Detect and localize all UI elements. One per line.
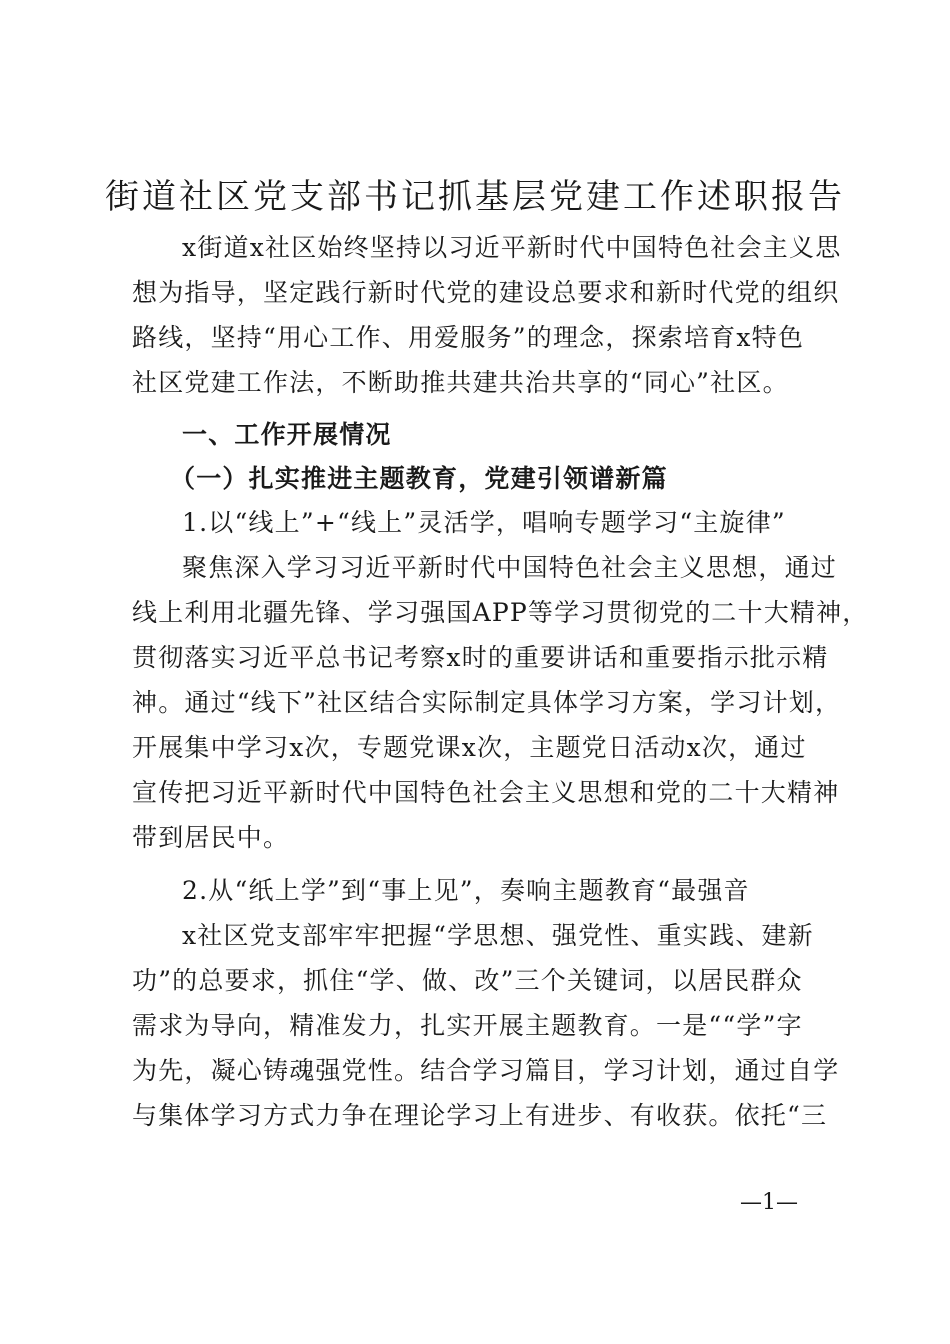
item2-line: 功”的总要求，抓住“学、做、改”三个关键词，以居民群众 bbox=[132, 966, 803, 995]
item1-line: 开展集中学习x次，专题党课x次，主题党日活动x次，通过 bbox=[132, 733, 807, 762]
item2-line: x社区党支部牢牢把握“学思想、强党性、重实践、建新 bbox=[182, 921, 814, 950]
item1-line: 神。通过“线下”社区结合实际制定具体学习方案，学习计划， bbox=[132, 688, 842, 717]
item-heading: 1.以“线上”+“线上”灵活学，唱响专题学习“主旋律” bbox=[182, 508, 786, 537]
item2-block bbox=[132, 868, 840, 1138]
item2-line: 与集体学习方式力争在理论学习上有进步、有收获。依托“三 bbox=[132, 1101, 828, 1130]
item2-line: 需求为导向，精准发力，扎实开展主题教育。一是““学”字 bbox=[132, 1011, 803, 1040]
item1-line: 聚焦深入学习习近平新时代中国特色社会主义思想，通过 bbox=[182, 553, 838, 582]
intro-line: 路线，坚持“用心工作、用爱服务”的理念，探索培育x特色 bbox=[132, 323, 805, 352]
item-heading: 2.从“纸上学”到“事上见”，奏响主题教育“最强音 bbox=[182, 876, 750, 905]
item2-line: 为先，凝心铸魂强党性。结合学习篇目，学习计划，通过自学 bbox=[132, 1056, 840, 1085]
intro-line: x街道x社区始终坚持以习近平新时代中国特色社会主义思 bbox=[182, 233, 842, 262]
page-number: —1— bbox=[740, 1190, 798, 1215]
item1-block bbox=[132, 500, 869, 860]
subsection-heading: （一）扎实推进主题教育，党建引领谱新篇 bbox=[170, 464, 668, 493]
item1-line: 贯彻落实习近平总书记考察x时的重要讲话和重要指示批示精 bbox=[132, 643, 829, 672]
intro-paragraph bbox=[132, 225, 842, 405]
intro-line: 社区党建工作法，不断助推共建共治共享的“同心”社区。 bbox=[132, 368, 789, 397]
document-title: 街道社区党支部书记抓基层党建工作述职报告 bbox=[105, 177, 845, 217]
intro-line: 想为指导，坚定践行新时代党的建设总要求和新时代党的组织 bbox=[132, 278, 840, 307]
item1-line: 线上利用北疆先锋、学习强国APP等学习贯彻党的二十大精神， bbox=[132, 598, 869, 627]
item1-line: 宣传把习近平新时代中国特色社会主义思想和党的二十大精神 bbox=[132, 778, 840, 807]
section-heading: 一、工作开展情况 bbox=[182, 420, 392, 449]
item1-line: 带到居民中。 bbox=[132, 823, 290, 852]
